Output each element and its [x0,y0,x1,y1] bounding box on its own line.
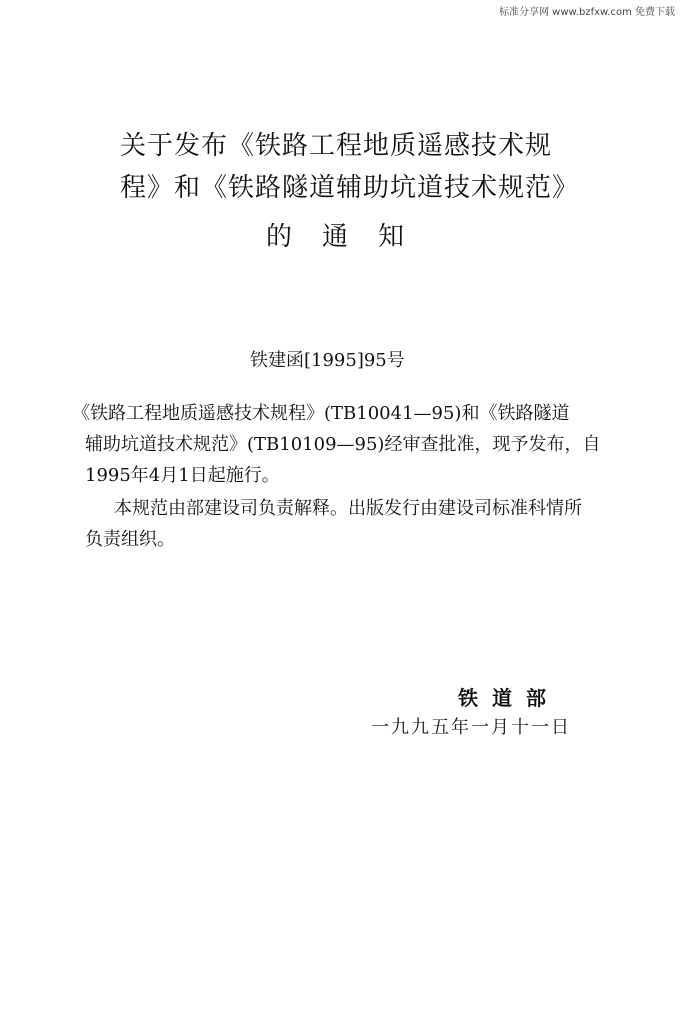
notice-title-line-3: 的通知 [266,222,435,252]
body-paragraph-1-line-2: 辅助坑道技术规范》(TB10109—95)经审查批准，现予发布，自 [85,434,601,455]
document-number: 铁建函[1995]95号 [250,350,405,371]
issuing-authority: 铁道部 [458,686,560,710]
body-paragraph-1-line-3: 1995年4月1日起施行。 [85,465,280,486]
notice-title-line-2: 程》和《铁路隧道辅助坑道技术规范》 [120,173,580,203]
watermark-text: 标准分享网 www.bzfxw.com 免费下载 [499,7,675,18]
body-paragraph-2-line-1: 本规范由部建设司负责解释。出版发行由建设司标准科情所 [114,498,582,519]
body-paragraph-2-line-2: 负责组织。 [85,529,175,550]
issue-date: 一九九五年一月十一日 [371,717,571,738]
notice-title-line-1: 关于发布《铁路工程地质遥感技术规 [120,131,553,161]
body-paragraph-1-line-1: 《铁路工程地质遥感技术规程》(TB10041—95)和《铁路隧道 [72,403,570,424]
